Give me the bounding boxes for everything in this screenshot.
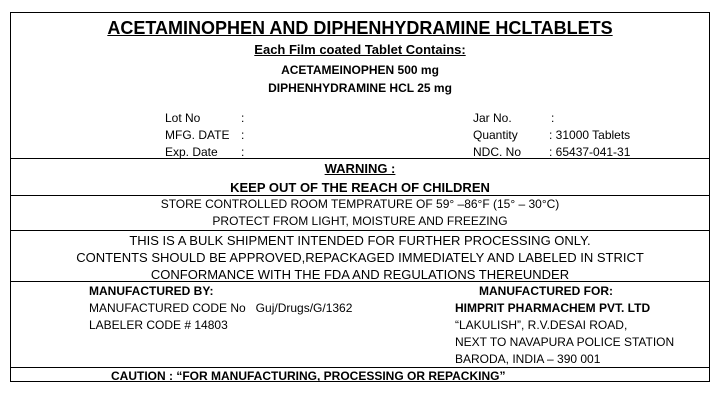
- jar-label: Jar No.: [473, 111, 512, 125]
- manufactured-code: MANUFACTURED CODE No Guj/Drugs/G/1362: [89, 301, 353, 315]
- exp-date-label: Exp. Date: [165, 145, 218, 159]
- bulk-notice-line-3: CONFORMANCE WITH THE FDA AND REGULATIONS THEREUNDER: [150, 267, 570, 282]
- address-line-1: “LAKULISH”, R.V.DESAI ROAD,: [455, 318, 628, 332]
- lot-label: Lot No: [165, 111, 201, 125]
- storage-line-2: PROTECT FROM LIGHT, MOISTURE AND FREEZING: [212, 214, 508, 228]
- product-title: ACETAMINOPHEN AND DIPHENHYDRAMINE HCLTABLETS: [107, 18, 613, 38]
- mfg-date-separator: :: [241, 128, 245, 142]
- ingredient-2: DIPHENHYDRAMINE HCL 25 mg: [268, 81, 452, 95]
- divider-caution: [11, 367, 709, 368]
- ndc-label: NDC. No: [473, 145, 522, 159]
- jar-separator: :: [551, 111, 555, 125]
- manufactured-for-heading: MANUFACTURED FOR:: [479, 284, 613, 298]
- quantity-label: Quantity: [473, 128, 518, 142]
- lot-separator: :: [241, 111, 245, 125]
- divider-warning: [11, 158, 709, 159]
- company-name: HIMPRIT PHARMACHEM PVT. LTD: [455, 301, 651, 315]
- labeler-code: LABELER CODE # 14803: [89, 318, 228, 332]
- divider-bulk: [11, 230, 709, 231]
- address-line-3: BARODA, INDIA – 390 001: [455, 352, 601, 366]
- address-line-2: NEXT TO NAVAPURA POLICE STATION: [455, 335, 675, 349]
- quantity-value: : 31000 Tablets: [549, 128, 631, 142]
- ingredient-1: ACETAMEINOPHEN 500 mg: [281, 63, 439, 77]
- caution-text: CAUTION : “FOR MANUFACTURING, PROCESSING OR REPACKING”: [111, 369, 506, 383]
- bulk-notice-line-2: CONTENTS SHOULD BE APPROVED,REPACKAGED IMMEDIATELY AND LABELED IN STRICT: [76, 250, 644, 265]
- manufactured-by-heading: MANUFACTURED BY:: [89, 284, 214, 298]
- contents-heading: Each Film coated Tablet Contains:: [254, 42, 466, 57]
- divider-storage: [11, 195, 709, 196]
- warning-heading: WARNING :: [324, 161, 396, 176]
- mfg-date-label: MFG. DATE: [165, 128, 230, 142]
- product-label: [10, 12, 710, 382]
- storage-line-1: STORE CONTROLLED ROOM TEMPRATURE OF 59° –86°F (15° – 30°C): [160, 197, 560, 211]
- bulk-notice-line-1: THIS IS A BULK SHIPMENT INTENDED FOR FURTHER PROCESSING ONLY.: [129, 233, 591, 248]
- exp-date-separator: :: [241, 145, 245, 159]
- warning-text: KEEP OUT OF THE REACH OF CHILDREN: [230, 180, 490, 195]
- divider-manufacturer: [11, 281, 709, 282]
- ndc-value: : 65437-041-31: [549, 145, 631, 159]
